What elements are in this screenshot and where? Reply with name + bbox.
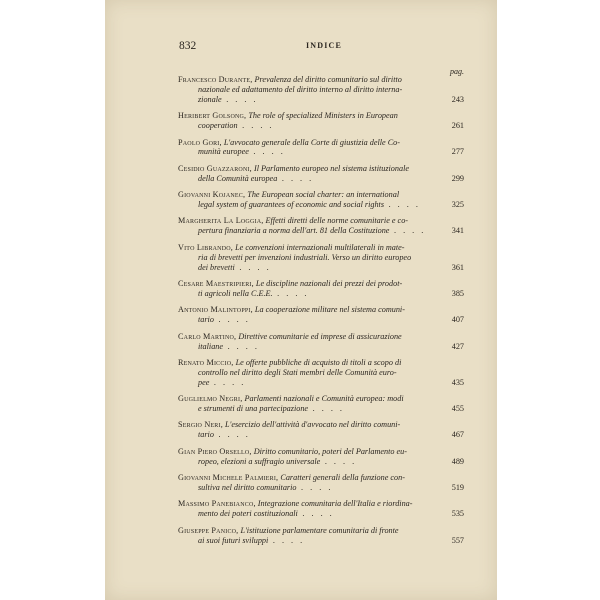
entry-page-number: 557 bbox=[451, 535, 464, 545]
entry-title: ropeo, elezioni a suffragio universale bbox=[198, 456, 321, 466]
entry-line bbox=[178, 263, 438, 273]
leader-dots: . . . . bbox=[268, 535, 305, 545]
leader-dots: . . . . bbox=[234, 262, 272, 272]
entry-line bbox=[178, 305, 438, 315]
entry-title: Prevalenza del diritto comunitario sul diritto bbox=[254, 75, 402, 84]
entry-page-number: 361 bbox=[451, 262, 464, 272]
entry-line bbox=[178, 404, 438, 414]
entry-line bbox=[178, 499, 438, 509]
pag-label: pag. bbox=[450, 67, 464, 76]
entry-line bbox=[178, 243, 438, 253]
entry-line bbox=[178, 111, 438, 121]
entry-line bbox=[178, 447, 438, 457]
entry-page-number: 407 bbox=[451, 315, 464, 325]
leader-dots: . . . . bbox=[221, 94, 259, 104]
entry-title: ria di brevetti per invenzioni industriali. Verso un diritto europeo bbox=[198, 252, 412, 262]
entry-author: Margherita La Loggia, bbox=[178, 216, 264, 226]
entry-page-number: 325 bbox=[451, 200, 464, 210]
entry-page-number: 535 bbox=[451, 509, 464, 519]
entry-title: legal system of guarantees of economic and social rights bbox=[198, 200, 385, 210]
entry-page-number: 489 bbox=[451, 456, 464, 466]
index-entry bbox=[178, 420, 464, 440]
entry-page-number: 299 bbox=[451, 173, 464, 183]
index-entries bbox=[178, 75, 464, 552]
entry-title: Direttive comunitarie ed imprese di assicurazione bbox=[238, 331, 402, 341]
entry-page-number: 277 bbox=[451, 147, 464, 157]
index-entry bbox=[178, 358, 464, 388]
entry-author: Sergio Neri, bbox=[178, 420, 223, 430]
entry-line bbox=[178, 289, 438, 299]
entry-title: sultiva nel diritto comunitario bbox=[198, 483, 297, 492]
entry-title: italiane bbox=[198, 341, 224, 351]
entry-title: e strumenti di una partecipazione bbox=[198, 404, 309, 414]
entry-author: Heribert Golsong, bbox=[178, 111, 247, 121]
entry-author: Cesidio Guazzaroni, bbox=[178, 163, 252, 173]
entry-line bbox=[178, 394, 438, 404]
entry-page-number: 427 bbox=[451, 341, 464, 351]
index-entry bbox=[178, 279, 464, 299]
entry-title: munità europee bbox=[198, 147, 249, 157]
index-entry bbox=[178, 216, 464, 236]
entry-author: Vito Librando, bbox=[178, 242, 234, 252]
entry-author: Francesco Durante, bbox=[178, 75, 253, 84]
entry-author: Paolo Gori, bbox=[178, 137, 222, 147]
entry-title: Diritto comunitario, poteri del Parlamento eu- bbox=[253, 446, 407, 456]
entry-line bbox=[178, 174, 438, 184]
entry-title: ti agricoli nella C.E.E. bbox=[198, 288, 273, 298]
entry-line bbox=[178, 368, 438, 378]
entry-line bbox=[178, 279, 438, 289]
entry-line bbox=[178, 378, 438, 388]
index-entry bbox=[178, 138, 464, 158]
entry-title: L'istituzione parlamentare comunitaria di fronte bbox=[240, 525, 399, 535]
entry-title: The role of specialized Ministers in European bbox=[248, 111, 398, 121]
leader-dots: . . . . bbox=[248, 147, 286, 157]
entry-author: Giovanni Kojanec, bbox=[178, 190, 246, 200]
entry-title: tario bbox=[198, 430, 214, 440]
entry-page-number: 261 bbox=[451, 121, 464, 131]
entry-author: Giovanni Michele Palmieri, bbox=[178, 473, 279, 483]
entry-line bbox=[178, 457, 438, 467]
entry-line bbox=[178, 473, 438, 483]
entry-title: zionale bbox=[198, 94, 222, 104]
index-entry bbox=[178, 332, 464, 352]
entry-line bbox=[178, 75, 438, 85]
entry-title: nazionale ed adattamento del diritto interno al diritto interna- bbox=[198, 84, 403, 94]
leader-dots: . . . . bbox=[277, 173, 314, 183]
entry-line bbox=[178, 358, 438, 368]
leader-dots: . . . . bbox=[272, 288, 309, 298]
entry-title: della Comunità europea bbox=[198, 173, 278, 183]
entry-line bbox=[178, 315, 438, 325]
entry-page-number: 467 bbox=[451, 430, 464, 440]
entry-title: dei brevetti bbox=[198, 262, 235, 272]
entry-title: L'avvocato generale della Corte di giustizia delle Co- bbox=[223, 137, 400, 147]
entry-title: L'esercizio dell'attività d'avvocato nel diritto comuni- bbox=[225, 420, 401, 430]
entry-line bbox=[178, 164, 438, 174]
entry-title: Caratteri generali della funzione con- bbox=[280, 473, 405, 483]
entry-title: Le offerte pubbliche di acquisto di titoli a scopo di bbox=[235, 357, 402, 367]
entry-author: Guglielmo Negri, bbox=[178, 394, 243, 404]
leader-dots: . . . . bbox=[223, 341, 260, 351]
leader-dots: . . . . bbox=[209, 377, 246, 387]
index-entry bbox=[178, 75, 464, 105]
entry-title: Parlamenti nazionali e Comunità europea: modi bbox=[244, 394, 404, 404]
entry-line bbox=[178, 190, 438, 200]
leader-dots: . . . . bbox=[237, 121, 274, 131]
entry-title: tario bbox=[198, 315, 214, 325]
entry-line bbox=[178, 95, 438, 105]
entry-author: Antonio Malintoppi, bbox=[178, 305, 253, 315]
leader-dots: . . . . bbox=[389, 226, 426, 236]
entry-line bbox=[178, 253, 438, 263]
entry-author: Renato Miccio, bbox=[178, 357, 234, 367]
leader-dots: . . . . bbox=[308, 404, 345, 414]
entry-author: Massimo Panebianco, bbox=[178, 499, 256, 509]
entry-title: Le discipline nazionali dei prezzi dei prodot- bbox=[255, 279, 403, 288]
page-number: 832 bbox=[179, 40, 197, 52]
entry-line bbox=[178, 121, 438, 131]
entry-line bbox=[178, 526, 438, 536]
entry-line bbox=[178, 430, 438, 440]
entry-line bbox=[178, 332, 438, 342]
entry-line bbox=[178, 138, 438, 148]
index-entry bbox=[178, 305, 464, 325]
index-entry bbox=[178, 499, 464, 519]
entry-page-number: 455 bbox=[451, 404, 464, 414]
entry-line bbox=[178, 200, 438, 210]
entry-line bbox=[178, 536, 438, 546]
entry-page-number: 435 bbox=[451, 377, 464, 387]
index-entry bbox=[178, 447, 464, 467]
entry-author: Giuseppe Panico, bbox=[178, 525, 239, 535]
entry-line bbox=[178, 216, 438, 226]
index-entry bbox=[178, 394, 464, 414]
entry-title: pertura finanziaria a norma dell'art. 81 della Costituzione bbox=[198, 226, 390, 236]
entry-line bbox=[178, 509, 438, 519]
leader-dots: . . . . bbox=[384, 200, 421, 210]
entry-page-number: 519 bbox=[451, 483, 464, 492]
entry-line bbox=[178, 483, 438, 493]
entry-title: The European social charter: an international bbox=[247, 190, 400, 200]
leader-dots: . . . . bbox=[297, 509, 335, 519]
entry-page-number: 385 bbox=[451, 288, 464, 298]
entry-title: pee bbox=[198, 377, 210, 387]
leader-dots: . . . . bbox=[320, 456, 357, 466]
leader-dots: . . . . bbox=[213, 430, 251, 440]
entry-line bbox=[178, 420, 438, 430]
index-entry bbox=[178, 164, 464, 184]
entry-author: Carlo Martino, bbox=[178, 331, 237, 341]
entry-author: Gian Piero Orsello, bbox=[178, 446, 252, 456]
index-entry bbox=[178, 526, 464, 546]
entry-line bbox=[178, 147, 438, 157]
entry-title: Le convenzioni internazionali multilaterali in mate- bbox=[235, 242, 405, 252]
entry-title: Il Parlamento europeo nel sistema istituzionale bbox=[253, 163, 409, 173]
index-entry bbox=[178, 243, 464, 273]
index-entry bbox=[178, 111, 464, 131]
entry-author: Cesare Maestripieri, bbox=[178, 279, 254, 288]
page-header bbox=[179, 40, 469, 54]
entry-line bbox=[178, 342, 438, 352]
entry-title: La cooperazione militare nel sistema comuni- bbox=[254, 305, 405, 315]
entry-title: mento dei poteri costituzionali bbox=[198, 509, 298, 519]
entry-title: cooperation bbox=[198, 121, 238, 131]
index-entry bbox=[178, 190, 464, 210]
entry-line bbox=[178, 226, 438, 236]
entry-title: controllo nel diritto degli Stati membri delle Comunità euro- bbox=[198, 367, 397, 377]
index-entry bbox=[178, 473, 464, 493]
entry-line bbox=[178, 85, 438, 95]
entry-page-number: 243 bbox=[451, 94, 464, 104]
entry-title: ai suoi futuri sviluppi bbox=[198, 535, 269, 545]
leader-dots: . . . . bbox=[296, 483, 333, 492]
entry-title: Effetti diretti delle norme comunitarie e co- bbox=[265, 216, 409, 226]
page-title: INDICE bbox=[305, 41, 343, 50]
entry-page-number: 341 bbox=[451, 226, 464, 236]
entry-title: Integrazione comunitaria dell'Italia e riordina- bbox=[257, 499, 413, 509]
leader-dots: . . . . bbox=[213, 315, 251, 325]
